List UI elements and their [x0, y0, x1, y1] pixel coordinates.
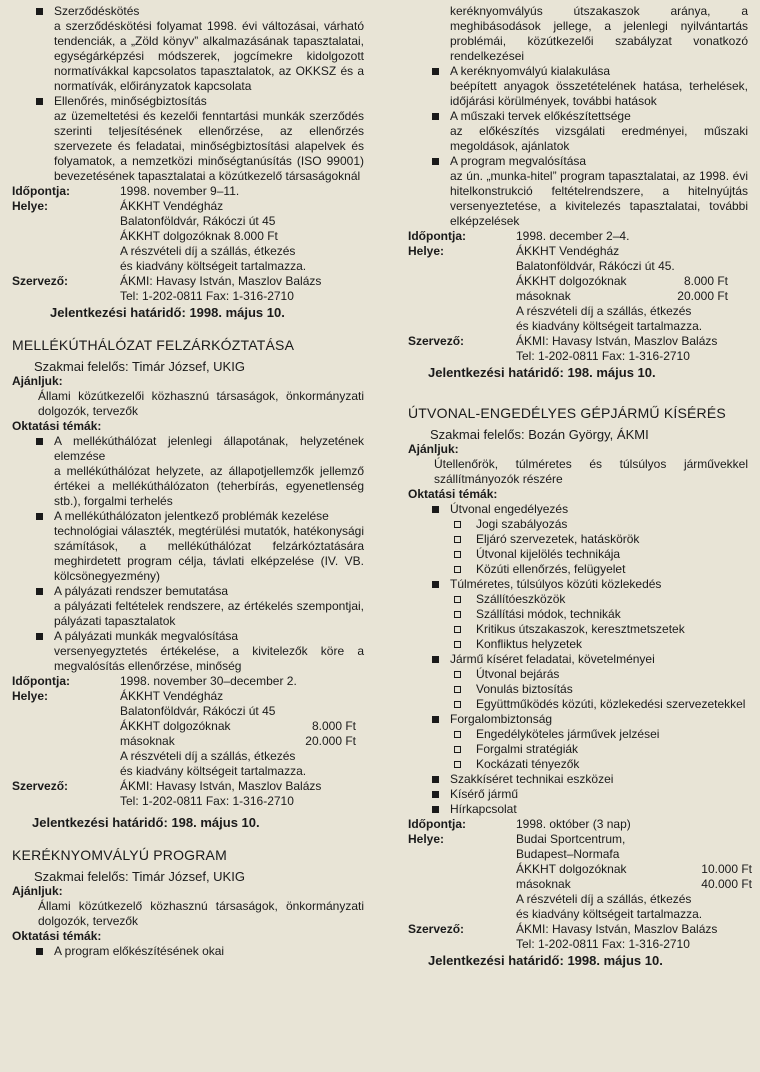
- topic-description: az ún. „munka-hitel” program tapasztalatai, az 1998. évi hitelkonstrukció feltételrendszere, a hitelnyújtás versenyeztetése, a kivitelezés tapasztalatai, további elképzelések: [450, 169, 748, 228]
- topic-item: [408, 109, 748, 154]
- bullet-square-icon: [36, 98, 43, 105]
- phone-fax: Tel: 1-202-0811 Fax: 1-316-2710: [120, 794, 294, 808]
- topic-description: az előkészítés vizsgálati eredményei, műszaki megoldások, ajánlatok: [450, 124, 748, 153]
- place-line: Budai Sportcentrum,: [516, 832, 626, 846]
- bullet-square-icon: [432, 791, 439, 798]
- organizer-label: Szervező:: [408, 922, 465, 936]
- date-label: Időpontja:: [408, 817, 466, 831]
- subtopic-item: Útvonal kijelölés technikája: [408, 547, 748, 562]
- place-line: Balatonföldvár, Rákóczi út 45: [120, 214, 276, 228]
- bullet-hollow-square-icon: [454, 641, 461, 648]
- topic-item: [408, 802, 748, 817]
- date-value: 1998. december 2–4.: [516, 229, 630, 243]
- deadline: Jelentkezési határidő: 1998. május 10.: [50, 305, 285, 320]
- organizer-value: ÁKMI: Havasy István, Maszlov Balázs: [516, 922, 718, 936]
- organizer-label: Szervező:: [12, 274, 69, 288]
- topic-title: Hírkapcsolat: [450, 802, 517, 816]
- cost-label: másoknak: [516, 877, 571, 891]
- bullet-hollow-square-icon: [454, 611, 461, 618]
- topic-item: [12, 584, 364, 629]
- fee-note: A részvételi díj a szállás, étkezés: [120, 244, 296, 258]
- event-organizer-row: [408, 922, 748, 952]
- event-place-row: [408, 244, 748, 334]
- subtopic-item: Együttműködés közúti, közlekedési szervezetekkel: [408, 697, 748, 712]
- topic-item: [408, 502, 748, 517]
- topic-title: A pályázati rendszer bemutatása: [54, 584, 229, 598]
- subtopic-item: Konfliktus helyzetek: [408, 637, 748, 652]
- phone-fax: Tel: 1-202-0811 Fax: 1-316-2710: [516, 937, 690, 951]
- cost-label: ÁKKHT dolgozóknak: [120, 719, 231, 733]
- bullet-square-icon: [36, 438, 43, 445]
- topic-description: a mellékúthálózat helyzete, az állapotjellemzők jellemző értékei a mellékúthálózaton (teherbírás, egyenetlenség stb.), forgalmi terhelés: [54, 464, 364, 508]
- topic-item: [408, 154, 748, 229]
- topics-label: Oktatási témák:: [12, 419, 102, 433]
- topic-description: technológiai választék, megtérülési mutatók, hatékonysági számítások, a mellékúthálózat felzárkóztatására meghirdetett program célja, távlati elképzelése (IV. VB. kölcsönegyezmény): [54, 524, 364, 583]
- cost-line: [120, 734, 356, 749]
- recommended-text: Állami közútkezelői közhasznú társaságok, önkormányzati dolgozók, tervezők: [38, 389, 364, 418]
- cost-label: másoknak: [120, 734, 175, 748]
- subtopic-item: Engedélyköteles járművek jelzései: [408, 727, 748, 742]
- topic-title: A keréknyomvályú kialakulása: [450, 64, 611, 78]
- cost-line: [516, 289, 728, 304]
- organizer-value: ÁKMI: Havasy István, Maszlov Balázs: [516, 334, 718, 348]
- right-column: [408, 4, 752, 968]
- topic-title: A pályázati munkák megvalósítása: [54, 629, 239, 643]
- topic-title: A mellékúthálózat jelenlegi állapotának, helyzetének elemzése: [54, 434, 364, 463]
- recommended-text: Állami közútkezelő közhasznú társaságok, önkormányzati dolgozók, tervezők: [38, 899, 364, 928]
- deadline: Jelentkezési határidő: 198. május 10.: [32, 815, 260, 830]
- fee-note: A részvételi díj a szállás, étkezés: [516, 304, 692, 318]
- cost-value: 40.000 Ft: [701, 877, 752, 891]
- subtopic-item: Kockázati tényezők: [408, 757, 748, 772]
- topic-item: [12, 629, 364, 674]
- topic-description: a szerződéskötési folyamat 1998. évi változásai, várható tendenciák, a „Zöld könyv” alkalmazásának tapasztalatai, egységárképzési módszerek, jogcímekre kidolgozott normatívákkal kapcsolatos tapasztalatok, az OKKSZ és a normatívák, előirányzatok kapcsolata: [54, 19, 364, 93]
- cost-value: 8.000 Ft: [311, 719, 356, 733]
- deadline: Jelentkezési határidő: 198. május 10.: [428, 365, 656, 380]
- event-date-row: [408, 229, 748, 244]
- bullet-square-icon: [432, 581, 439, 588]
- place-label: Helye:: [408, 832, 445, 846]
- date-label: Időpontja:: [408, 229, 466, 243]
- bullet-hollow-square-icon: [454, 566, 461, 573]
- subtopic-item: Szállítási módok, technikák: [408, 607, 748, 622]
- topic-item: [408, 772, 748, 787]
- topic-description: a pályázati feltételek rendszere, az értékelés szempontjai, pályázati tapasztalatok: [54, 599, 364, 628]
- topic-item: [12, 94, 364, 184]
- bullet-square-icon: [36, 513, 43, 520]
- topic-title: Útvonal engedélyezés: [450, 502, 569, 516]
- topic-item: [408, 64, 748, 109]
- subtopic-item: Szállítóeszközök: [408, 592, 748, 607]
- recommended-label: Ajánljuk:: [12, 374, 63, 388]
- subtopic-item: Közúti ellenőrzés, felügyelet: [408, 562, 748, 577]
- place-label: Helye:: [408, 244, 445, 258]
- bullet-hollow-square-icon: [454, 761, 461, 768]
- topic-item: [408, 712, 748, 727]
- event-organizer-row: [12, 779, 364, 809]
- place-label: Helye:: [12, 689, 49, 703]
- subtopic-item: Útvonal bejárás: [408, 667, 748, 682]
- bullet-hollow-square-icon: [454, 671, 461, 678]
- bullet-square-icon: [432, 656, 439, 663]
- topics-label: Oktatási témák:: [408, 487, 498, 501]
- bullet-square-icon: [432, 113, 439, 120]
- section-heading: ÚTVONAL-ENGEDÉLYES GÉPJÁRMŰ KÍSÉRÉS: [408, 405, 726, 421]
- event-place-row: [12, 199, 364, 274]
- topic-item: [408, 577, 748, 592]
- section-heading: KERÉKNYOMVÁLYÚ PROGRAM: [12, 847, 227, 863]
- bullet-square-icon: [432, 506, 439, 513]
- subtopic-item: Jogi szabályozás: [408, 517, 748, 532]
- topic-title: Forgalombiztonság: [450, 712, 553, 726]
- topic-item: [408, 652, 748, 667]
- bullet-hollow-square-icon: [454, 596, 461, 603]
- topic-title: A program megvalósítása: [450, 154, 587, 168]
- deadline: Jelentkezési határidő: 1998. május 10.: [428, 953, 663, 968]
- date-value: 1998. november 9–11.: [120, 184, 240, 198]
- cost-value: 20.000 Ft: [305, 734, 356, 748]
- fee-note: A részvételi díj a szállás, étkezés: [120, 749, 296, 763]
- cost-label: ÁKKHT dolgozóknak: [516, 274, 627, 288]
- topic-title: Kísérő jármű: [450, 787, 519, 801]
- phone-fax: Tel: 1-202-0811 Fax: 1-316-2710: [516, 349, 690, 363]
- topic-title: Jármű kíséret feladatai, követelményei: [450, 652, 655, 666]
- place-line: Balatonföldvár, Rákóczi út 45.: [516, 259, 675, 273]
- event-place-row: [408, 832, 752, 922]
- subtopic-item: Kritikus útszakaszok, keresztmetszetek: [408, 622, 748, 637]
- phone-fax: Tel: 1-202-0811 Fax: 1-316-2710: [120, 289, 294, 303]
- cost-line: [516, 862, 752, 877]
- bullet-hollow-square-icon: [454, 521, 461, 528]
- cost-line: [516, 877, 752, 892]
- place-line: ÁKKHT Vendégház: [516, 244, 620, 258]
- bullet-square-icon: [432, 806, 439, 813]
- bullet-square-icon: [36, 8, 43, 15]
- topic-title: Szerződéskötés: [54, 4, 140, 18]
- recommended-label: Ajánljuk:: [12, 884, 63, 898]
- topic-item: [12, 509, 364, 584]
- cost-value: 8.000 Ft: [683, 274, 728, 288]
- date-label: Időpontja:: [12, 184, 70, 198]
- topic-item: [12, 4, 364, 94]
- fee-note: és kiadvány költségeit tartalmazza.: [120, 259, 307, 273]
- subtopic-item: Eljáró szervezetek, hatáskörök: [408, 532, 748, 547]
- subtopic-item: Vonulás biztosítás: [408, 682, 748, 697]
- responsible-person: Szakmai felelős: Timár József, UKIG: [34, 869, 245, 884]
- left-column: [12, 4, 364, 959]
- bullet-square-icon: [36, 948, 43, 955]
- topic-item: [12, 944, 364, 959]
- fee-note: és kiadvány költségeit tartalmazza.: [516, 907, 703, 921]
- bullet-hollow-square-icon: [454, 686, 461, 693]
- event-organizer-row: [408, 334, 748, 364]
- cost-value: 10.000 Ft: [701, 862, 752, 876]
- topic-description: beépített anyagok összetételének hatása, terhelések, időjárási körülmények, további hatások: [450, 79, 748, 108]
- organizer-value: ÁKMI: Havasy István, Maszlov Balázs: [120, 274, 322, 288]
- place-label: Helye:: [12, 199, 49, 213]
- place-line: ÁKKHT Vendégház: [120, 199, 224, 213]
- topic-title: A mellékúthálózaton jelentkező problémák kezelése: [54, 509, 329, 523]
- organizer-value: ÁKMI: Havasy István, Maszlov Balázs: [120, 779, 322, 793]
- bullet-hollow-square-icon: [454, 746, 461, 753]
- date-label: Időpontja:: [12, 674, 70, 688]
- cost-line: [120, 719, 356, 734]
- topic-title: A műszaki tervek előkészítettsége: [450, 109, 631, 123]
- event-organizer-row: [12, 274, 364, 304]
- date-value: 1998. október (3 nap): [516, 817, 631, 831]
- fee-note: és kiadvány költségeit tartalmazza.: [516, 319, 703, 333]
- bullet-square-icon: [36, 588, 43, 595]
- event-date-row: [12, 184, 364, 199]
- event-date-row: [12, 674, 364, 689]
- section-heading: MELLÉKÚTHÁLÓZAT FELZÁRKÓZTATÁSA: [12, 337, 295, 353]
- bullet-hollow-square-icon: [454, 626, 461, 633]
- organizer-label: Szervező:: [12, 779, 69, 793]
- topics-label: Oktatási témák:: [12, 929, 102, 943]
- topic-description: az üzemeltetési és kezelői fenntartási munkák szerződés szerinti teljesítésének ellenőrzése, az ellenőrzés szervezete és feladatai, minőségbiztosítási alapelvek és folyamatok, a nemzetközi minőségtanúsítás (ISO 99001) bevezetésének tapasztalatai a közútkezelő társaságoknál: [54, 109, 364, 183]
- bullet-hollow-square-icon: [454, 551, 461, 558]
- cost-label: ÁKKHT dolgozóknak: [516, 862, 627, 876]
- recommended-label: Ajánljuk:: [408, 442, 459, 456]
- topic-item: [12, 434, 364, 509]
- event-date-row: [408, 817, 748, 832]
- topic-description: keréknyomvályús útszakaszok aránya, a meghibásodások jellege, a jelenlegi nyilvántartás problémái, közútkezelői szabályzat vonatkozó rendelkezései: [450, 4, 748, 63]
- topic-description: versenyegyztetés értékelése, a kivitelezők köre a megvalósítás ellenőrzése, minőség: [54, 644, 364, 673]
- topic-item: [408, 787, 748, 802]
- subtopic-item: Forgalmi stratégiák: [408, 742, 748, 757]
- bullet-square-icon: [36, 633, 43, 640]
- bullet-hollow-square-icon: [454, 701, 461, 708]
- cost-line: [516, 274, 728, 289]
- bullet-square-icon: [432, 68, 439, 75]
- recommended-text: Útellenőrök, túlméretes és túlsúlyos járművekkel szállítmányozók részére: [434, 457, 748, 486]
- place-line: Balatonföldvár, Rákóczi út 45: [120, 704, 276, 718]
- bullet-square-icon: [432, 716, 439, 723]
- responsible-person: Szakmai felelős: Timár József, UKIG: [34, 359, 245, 374]
- event-place-row: [12, 689, 364, 779]
- place-line: Budapest–Normafa: [516, 847, 620, 861]
- bullet-hollow-square-icon: [454, 536, 461, 543]
- bullet-square-icon: [432, 158, 439, 165]
- responsible-person: Szakmai felelős: Bozán György, ÁKMI: [430, 427, 649, 442]
- cost-value: 20.000 Ft: [677, 289, 728, 303]
- topic-title: A program előkészítésének okai: [54, 944, 225, 958]
- topic-title: Szakkíséret technikai eszközei: [450, 772, 614, 786]
- place-line: ÁKKHT Vendégház: [120, 689, 224, 703]
- topic-title: Túlméretes, túlsúlyos közúti közlekedés: [450, 577, 662, 591]
- bullet-hollow-square-icon: [454, 731, 461, 738]
- date-value: 1998. november 30–december 2.: [120, 674, 297, 688]
- organizer-label: Szervező:: [408, 334, 465, 348]
- cost-label: másoknak: [516, 289, 571, 303]
- topic-title: Ellenőrés, minőségbiztosítás: [54, 94, 207, 108]
- bullet-square-icon: [432, 776, 439, 783]
- cost-line: ÁKKHT dolgozóknak 8.000 Ft: [120, 229, 278, 243]
- fee-note: A részvételi díj a szállás, étkezés: [516, 892, 692, 906]
- fee-note: és kiadvány költségeit tartalmazza.: [120, 764, 307, 778]
